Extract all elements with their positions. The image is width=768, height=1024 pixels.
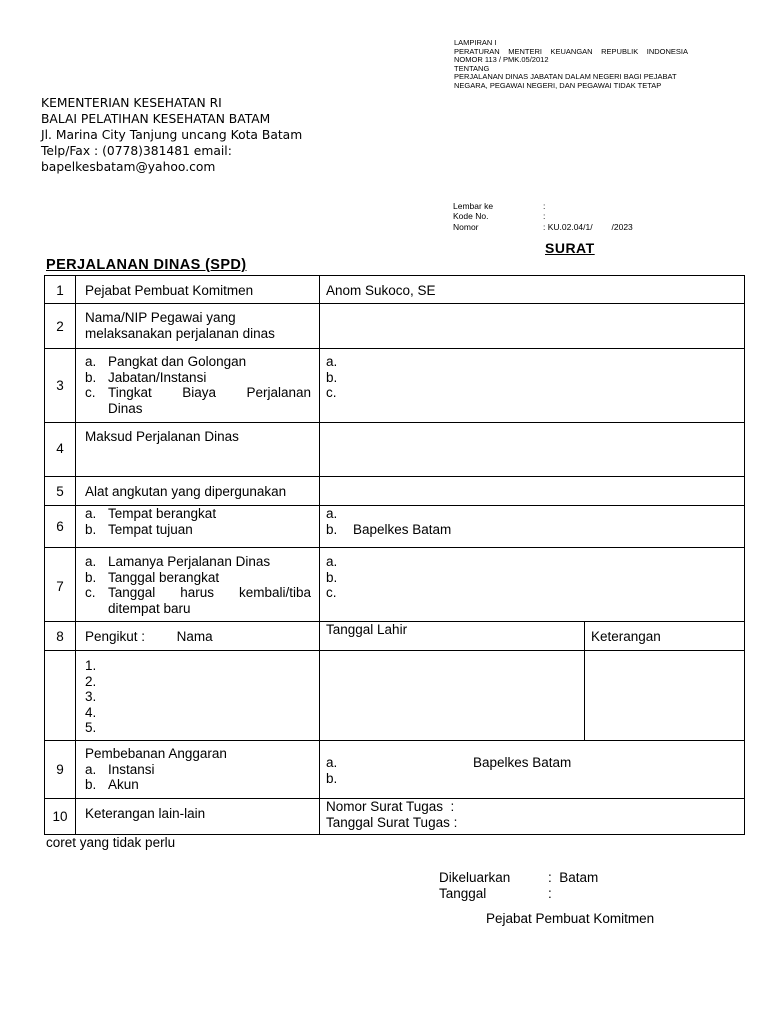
tempat-berangkat-label: Tempat berangkat — [108, 506, 217, 521]
kode-label: Kode No. — [453, 211, 489, 222]
lampiran-line: PERATURAN MENTERI KEUANGAN REPUBLIK INDONESIA — [454, 46, 688, 56]
row-no: 4 — [56, 441, 64, 456]
tempat-tujuan-value: Bapelkes Batam — [353, 521, 452, 537]
dikeluarkan-value: : Batam — [548, 870, 599, 885]
coret-note: coret yang tidak perlu — [46, 835, 176, 850]
lampiran-line: NEGARA, PEGAWAI NEGERI, DAN PEGAWAI TIDAK TETAP — [454, 80, 662, 90]
row-4-label-cell — [75, 422, 320, 477]
row-label: melaksanakan perjalanan dinas — [85, 325, 275, 341]
value-b: b. — [326, 521, 338, 537]
tanggal-kembali-label-cont: ditempat baru — [108, 600, 191, 616]
tanggal-label: Tanggal — [439, 885, 487, 901]
nomor-label: Nomor — [453, 221, 479, 232]
row-9-value-cell — [319, 740, 745, 799]
row-10-label-cell — [75, 798, 320, 835]
nama-header: Nama — [176, 629, 213, 644]
row-9-no — [44, 740, 76, 799]
row-8-no — [44, 621, 76, 651]
lampiran-line: LAMPIRAN I — [454, 38, 497, 47]
row-8-items-no — [44, 650, 76, 741]
org-name: KEMENTERIAN KESEHATAN RI — [41, 96, 222, 110]
lembar-value: : — [543, 201, 546, 211]
pangkat-label: Pangkat dan Golongan — [108, 354, 247, 369]
row-no: 5 — [56, 484, 64, 499]
row-no: 2 — [56, 319, 64, 334]
keterangan-header: Keterangan — [591, 629, 661, 644]
row-2-value-cell — [319, 303, 745, 349]
row-7-value-cell — [319, 547, 745, 622]
row-8-tgl-cell — [319, 621, 585, 651]
pengikut-item: 3. — [85, 689, 97, 704]
value-b: b. — [326, 569, 338, 585]
tanggal-berangkat-label: Tanggal berangkat — [108, 569, 220, 585]
instansi-label: Instansi — [108, 761, 155, 777]
nomor-surat-tugas: Nomor Surat Tugas : — [326, 799, 455, 814]
row-6-no — [44, 505, 76, 548]
pengikut-item: 4. — [85, 704, 97, 720]
tanggal-kembali-label: Tanggal harus kembali/tiba — [108, 585, 311, 600]
row-6-value-cell — [319, 505, 745, 548]
row-3-label-cell: a. Pangkat dan Golongan b. Jabatan/Instansi c. Tingkat Biaya Perjalanan Dinas — [75, 348, 320, 423]
signatory: Pejabat Pembuat Komitmen — [486, 911, 655, 926]
row-label: Pejabat Pembuat Komitmen — [85, 283, 254, 298]
org-unit: BALAI PELATIHAN KESEHATAN BATAM — [41, 112, 271, 126]
dikeluarkan-block — [439, 870, 598, 901]
lampiran-line: TENTANG — [454, 63, 490, 73]
row-no: 8 — [56, 629, 64, 644]
lembar-label: Lembar ke — [453, 201, 494, 211]
row-no: 10 — [52, 809, 68, 824]
title-surat: SURAT — [545, 240, 595, 256]
pengikut-item: 5. — [85, 720, 97, 735]
tanggal-lahir-header: Tanggal Lahir — [326, 622, 408, 637]
row-label: Nama/NIP Pegawai yang — [85, 310, 236, 325]
row-8-ket-cell — [584, 621, 745, 651]
org-email: bapelkesbatam@yahoo.com — [41, 160, 216, 174]
row-8-label-cell — [75, 621, 320, 651]
row-no: 1 — [56, 283, 64, 298]
row-10-no — [44, 798, 76, 835]
row-9-label-cell: Pembebanan Anggaran a. Instansi b. Akun — [75, 740, 320, 799]
row-no: 7 — [56, 579, 64, 594]
row-10-value-cell — [319, 798, 745, 835]
row-3-value-cell — [319, 348, 745, 423]
row-8-items-tgl — [319, 650, 585, 741]
row-8-items-ket — [584, 650, 745, 741]
value-c: c. — [326, 385, 337, 400]
pembebanan-label: Pembebanan Anggaran — [85, 746, 227, 761]
row-label: Maksud Perjalanan Dinas — [85, 429, 239, 444]
value-a: a. — [326, 354, 338, 369]
pengikut-label: Pengikut : — [85, 629, 146, 644]
title-spd: PERJALANAN DINAS (SPD) — [46, 257, 247, 273]
tanggal-surat-tugas: Tanggal Surat Tugas : — [326, 814, 458, 830]
row-no: 6 — [56, 519, 64, 534]
kode-value: : — [543, 211, 546, 222]
value-b: b. — [326, 369, 338, 385]
row-3-no — [44, 348, 76, 423]
lampiran-block — [454, 39, 688, 91]
tempat-tujuan-label: Tempat tujuan — [108, 521, 193, 537]
value-c: c. — [326, 585, 337, 600]
nomor-value: : KU.02.04/1/ /2023 — [543, 221, 633, 232]
value-b: b. — [326, 770, 338, 786]
instansi-value: Bapelkes Batam — [473, 755, 572, 770]
pengikut-item: 1. — [85, 658, 97, 673]
value-a: a. — [326, 554, 338, 569]
lampiran-line: PERJALANAN DINAS JABATAN DALAM NEGERI BAGI PEJABAT — [454, 72, 677, 82]
row-6-label-cell: a. Tempat berangkat b. Tempat tujuan — [75, 505, 320, 548]
row-label: Keterangan lain-lain — [85, 806, 206, 821]
lamanya-label: Lamanya Perjalanan Dinas — [108, 554, 271, 569]
tanggal-value: : — [548, 885, 552, 901]
org-contact: Telp/Fax : (0778)381481 email: — [41, 144, 232, 158]
akun-label: Akun — [108, 777, 139, 792]
row-1-value-cell — [319, 275, 745, 304]
lampiran-line: NOMOR 113 / PMK.05/2012 — [454, 55, 549, 65]
org-address: Jl. Marina City Tanjung uncang Kota Batam — [41, 128, 303, 142]
row-7-no — [44, 547, 76, 622]
pejabat-name: Anom Sukoco, SE — [326, 283, 436, 298]
row-8-items-cell — [75, 650, 320, 741]
row-label: Alat angkutan yang dipergunakan — [85, 484, 287, 499]
row-4-no — [44, 422, 76, 477]
row-1-no — [44, 275, 76, 304]
row-5-value-cell — [319, 476, 745, 506]
row-5-label-cell — [75, 476, 320, 506]
pengikut-item: 2. — [85, 673, 97, 689]
value-a: a. — [326, 755, 338, 770]
org-block — [41, 95, 302, 175]
jabatan-label: Jabatan/Instansi — [108, 369, 207, 385]
row-2-no — [44, 303, 76, 349]
row-no: 9 — [56, 762, 64, 777]
row-2-label-cell — [75, 303, 320, 349]
dikeluarkan-label: Dikeluarkan — [439, 870, 511, 885]
meta-block — [453, 201, 633, 232]
value-a: a. — [326, 506, 338, 521]
tingkat-biaya-label-cont: Dinas — [108, 400, 143, 416]
row-1-label-cell — [75, 275, 320, 304]
row-5-no — [44, 476, 76, 506]
row-7-label-cell: a. Lamanya Perjalanan Dinas b. Tanggal berangkat c. Tanggal harus kembali/tiba ditempat baru — [75, 547, 320, 622]
row-4-value-cell — [319, 422, 745, 477]
tingkat-biaya-label: Tingkat Biaya Perjalanan — [108, 385, 311, 400]
row-no: 3 — [56, 378, 64, 393]
